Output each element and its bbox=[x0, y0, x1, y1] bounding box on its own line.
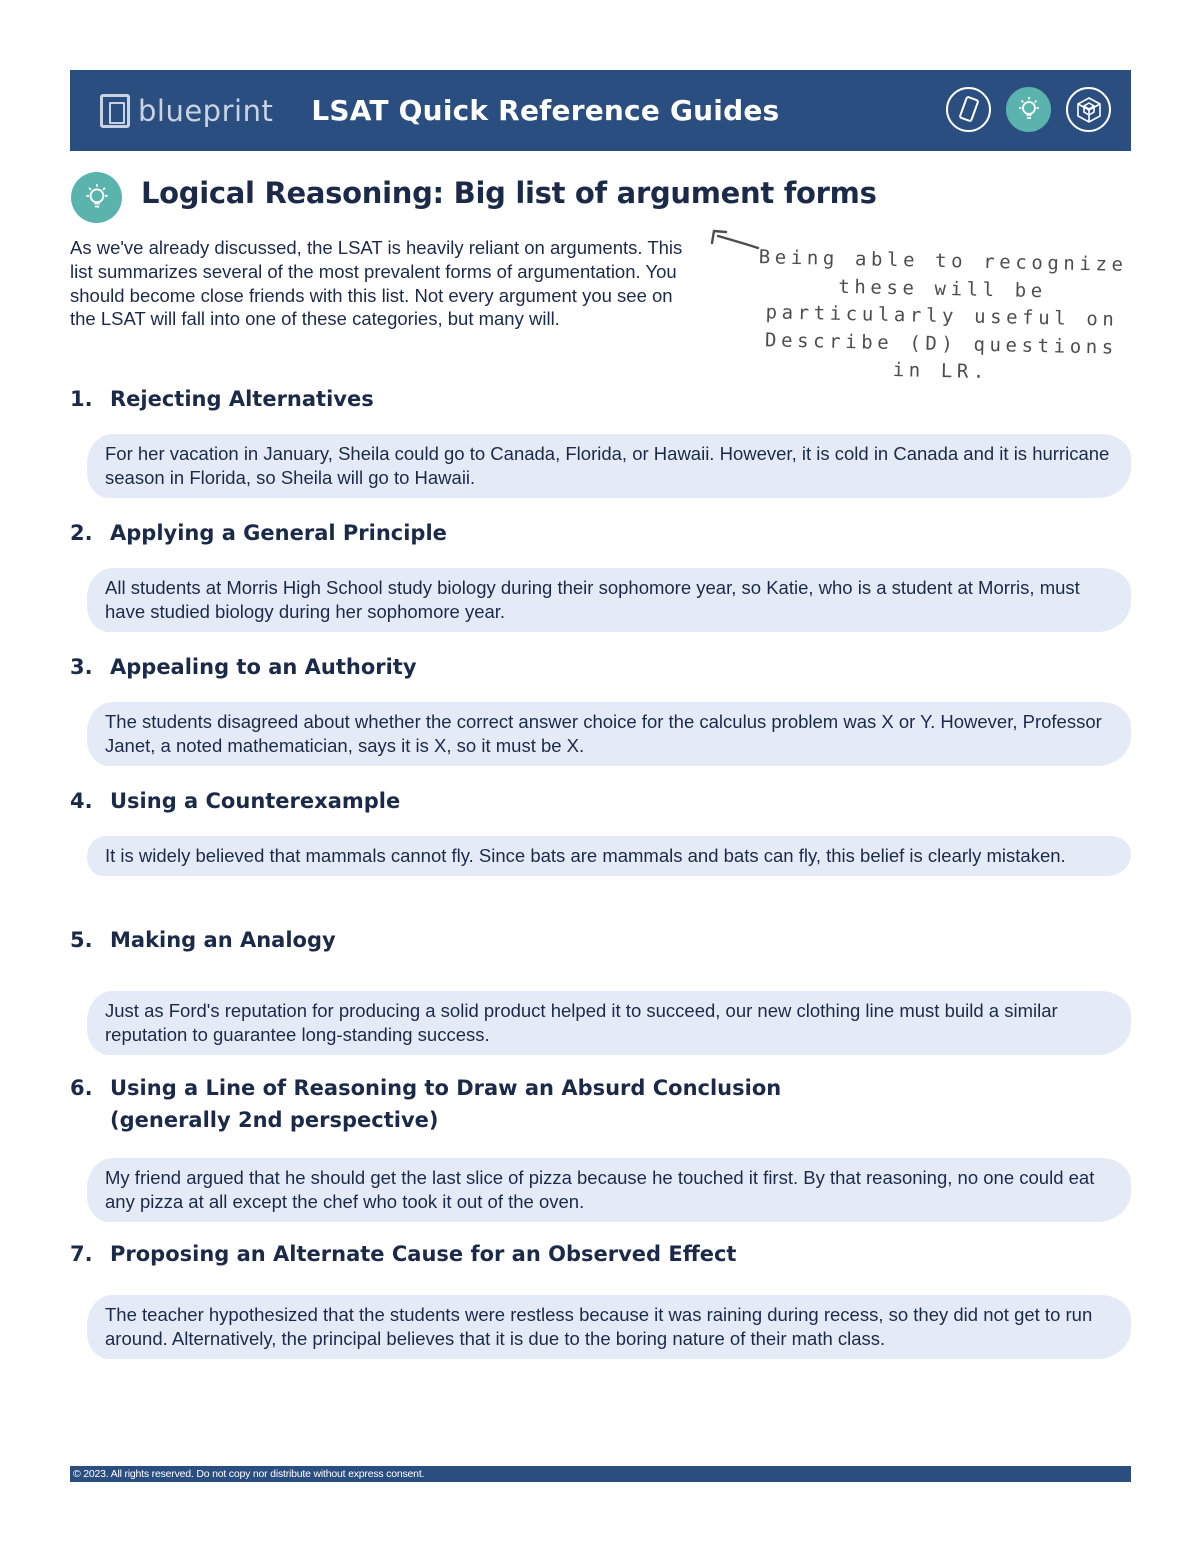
example-box: My friend argued that he should get the last slice of pizza because he touched it first. By that reasoning, no one could eat any pizza at all except the chef who took it out of the oven. bbox=[87, 1158, 1131, 1222]
item-heading bbox=[70, 785, 1131, 817]
lightbulb-icon bbox=[71, 172, 122, 223]
item-heading bbox=[70, 517, 1131, 549]
blueprint-logo bbox=[100, 94, 273, 128]
header-bar bbox=[70, 70, 1131, 151]
item-number: 6. bbox=[70, 1076, 93, 1100]
item-heading bbox=[70, 383, 1131, 415]
item-title: Proposing an Alternate Cause for an Observed Effect bbox=[110, 1242, 737, 1266]
argument-form-6 bbox=[70, 1072, 1131, 1212]
header-icons bbox=[946, 87, 1111, 132]
item-title-group bbox=[110, 1072, 781, 1136]
argument-form-2 bbox=[70, 517, 1131, 622]
item-number: 7. bbox=[70, 1242, 93, 1266]
item-title: Appealing to an Authority bbox=[110, 655, 417, 679]
example-box: All students at Morris High School study biology during their sophomore year, so Katie, who is a student at Morris, must have studied biology during her sophomore year. bbox=[87, 568, 1131, 632]
item-number: 2. bbox=[70, 521, 93, 545]
item-title: Making an Analogy bbox=[110, 928, 336, 952]
item-title: Using a Line of Reasoning to Draw an Absurd Conclusion bbox=[110, 1076, 782, 1100]
example-box: Just as Ford's reputation for producing a solid product helped it to succeed, our new clothing line must build a similar reputation to guarantee long-standing success. bbox=[87, 991, 1131, 1055]
argument-form-7 bbox=[70, 1238, 1131, 1349]
intro-paragraph: As we've already discussed, the LSAT is heavily reliant on arguments. This list summarizes several of the most prevalent forms of argumentation. You should become close friends with this list. Not every argument you see on the LSAT will fall into one of these categories, but many will. bbox=[70, 237, 683, 330]
example-box: The teacher hypothesized that the students were restless because it was raining during recess, so they did not get to run around. Alternatively, the principal believes that it is due to the boring nature of their math class. bbox=[87, 1295, 1131, 1359]
argument-form-3 bbox=[70, 651, 1131, 756]
item-number: 1. bbox=[70, 387, 93, 411]
footer-bar bbox=[70, 1466, 1131, 1482]
item-heading bbox=[70, 651, 1131, 683]
example-box: The students disagreed about whether the correct answer choice for the calculus problem was X or Y. However, Professor Janet, a noted mathematician, says it is X, so it must be X. bbox=[87, 702, 1131, 766]
cube-icon bbox=[1066, 87, 1111, 132]
page-title: Logical Reasoning: Big list of argument forms bbox=[141, 176, 877, 210]
item-number: 5. bbox=[70, 928, 93, 952]
blueprint-logo-icon bbox=[100, 94, 130, 128]
argument-form-5 bbox=[70, 924, 1131, 1045]
item-heading bbox=[70, 1238, 1131, 1270]
handwritten-note: Being able to recognize these will be particularly useful on Describe (D) questions in LR. bbox=[758, 246, 1128, 383]
copyright-text: © 2023. All rights reserved. Do not copy nor distribute without express consent. bbox=[73, 1468, 425, 1480]
example-box: For her vacation in January, Sheila could go to Canada, Florida, or Hawaii. However, it is cold in Canada and it is hurricane season in Florida, so Sheila will go to Hawaii. bbox=[87, 434, 1131, 498]
logo-text: blueprint bbox=[138, 93, 274, 128]
item-title: Using a Counterexample bbox=[110, 789, 401, 813]
item-heading bbox=[70, 924, 1131, 956]
item-number: 4. bbox=[70, 789, 93, 813]
example-box: It is widely believed that mammals cannot fly. Since bats are mammals and bats can fly, this belief is clearly mistaken. bbox=[87, 836, 1131, 876]
item-number: 3. bbox=[70, 655, 93, 679]
argument-form-4 bbox=[70, 785, 1131, 866]
item-subtitle: (generally 2nd perspective) bbox=[110, 1108, 439, 1132]
argument-form-1 bbox=[70, 383, 1131, 488]
tablet-icon bbox=[946, 87, 991, 132]
item-title: Applying a General Principle bbox=[110, 521, 447, 545]
lightbulb-icon bbox=[1006, 87, 1051, 132]
item-heading bbox=[70, 1072, 1131, 1136]
item-title: Rejecting Alternatives bbox=[110, 387, 374, 411]
header-title: LSAT Quick Reference Guides bbox=[311, 94, 780, 127]
